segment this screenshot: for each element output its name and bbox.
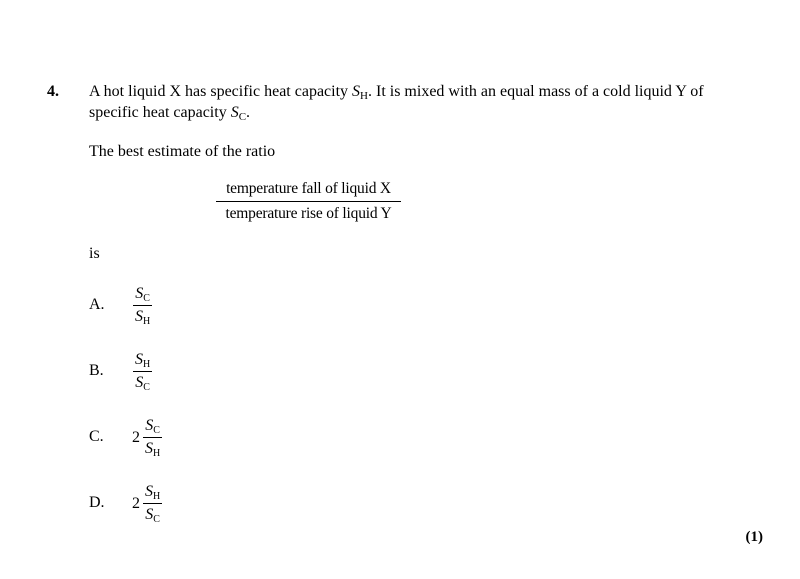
question-text: A hot liquid X has specific heat capacity [89, 83, 353, 100]
ratio-expression [216, 180, 401, 223]
question-text: . [246, 104, 251, 121]
option-b-label: B. [89, 362, 104, 379]
question-line-1 [89, 83, 704, 101]
option-a-label: A. [89, 296, 105, 313]
question-text: specific heat capacity [89, 104, 231, 121]
option-c-fraction: $\frac{S_C}{S_H}$ [145, 417, 161, 459]
option-c-coefficient: 2 [132, 429, 140, 446]
marks-indicator: (1) [745, 529, 763, 545]
option-d-label: D. [89, 494, 105, 511]
question-prompt: The best estimate of the ratio [89, 143, 276, 160]
ratio-numerator: temperature fall of liquid X [226, 180, 391, 197]
option-d-coefficient: 2 [132, 495, 140, 512]
option-c-label: C. [89, 428, 104, 445]
question-number: 4. [47, 83, 59, 100]
is-text: is [89, 245, 100, 262]
option-d-fraction: $\frac{S_H}{S_C}$ [145, 483, 161, 525]
option-a-fraction: $\frac{S_C}{S_H}$ [135, 285, 151, 327]
question-text: . It is mixed with an equal mass of a cold liquid Y of [367, 83, 704, 100]
question-line-2 [89, 104, 250, 122]
option-b-fraction: $\frac{S_H}{S_C}$ [135, 351, 151, 393]
ratio-denominator: temperature rise of liquid Y [225, 205, 392, 222]
symbol-sc: $S_C$ [230, 104, 247, 123]
symbol-sh: $S_H$ [352, 83, 368, 102]
